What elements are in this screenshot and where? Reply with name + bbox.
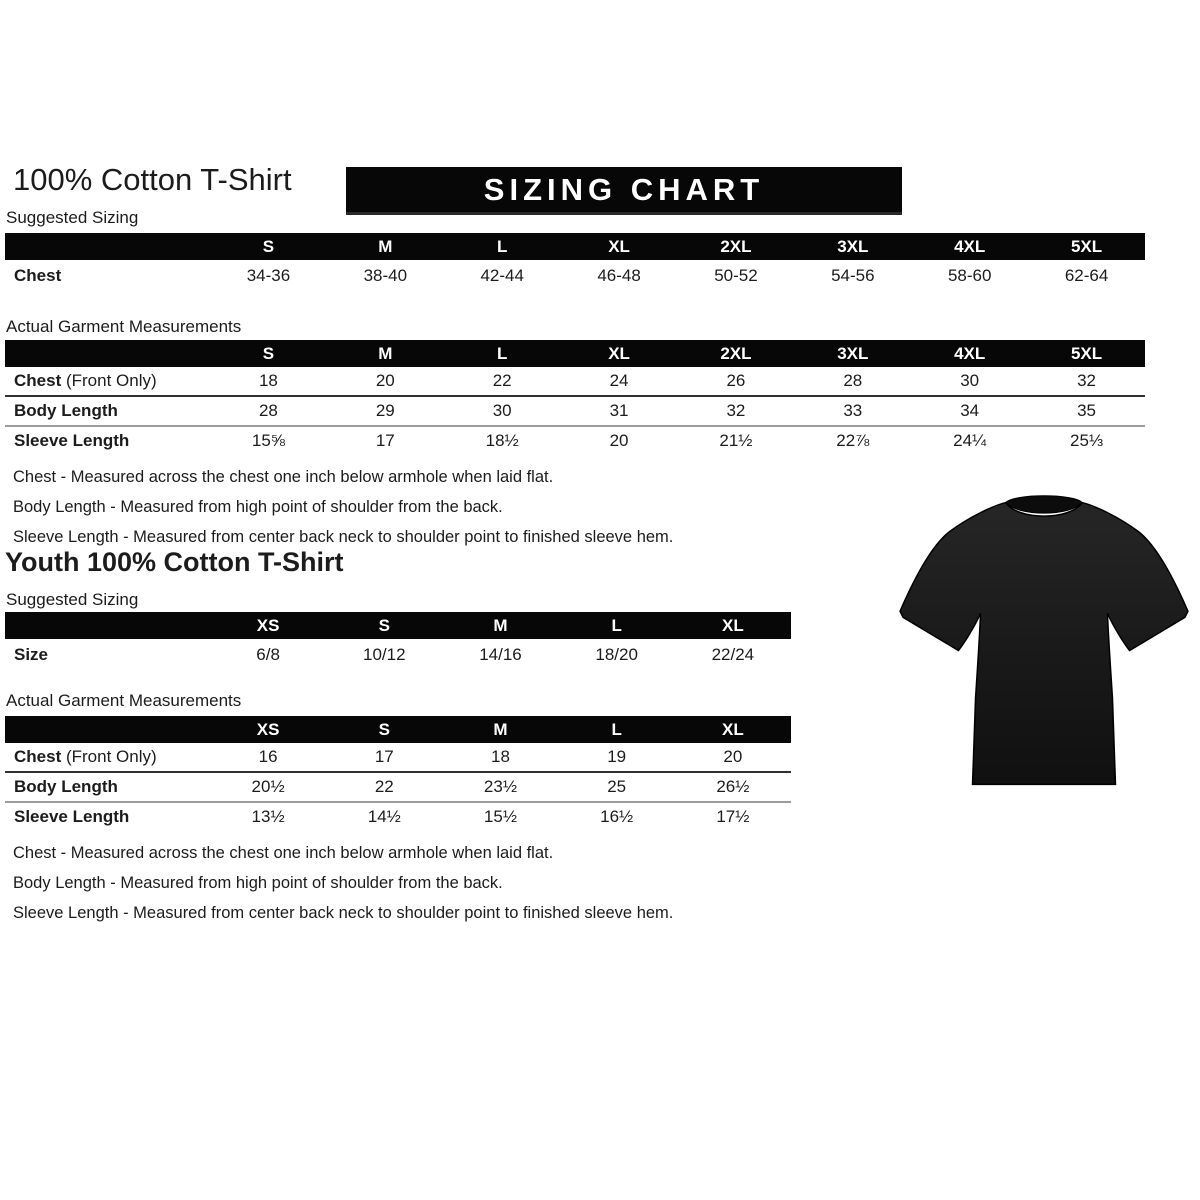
table-cell: 25 (559, 772, 675, 802)
note-line: Body Length - Measured from high point of shoulder from the back. (13, 874, 503, 892)
table-header-row (5, 716, 791, 743)
table-cell: 20 (327, 367, 444, 396)
black-tshirt-image (893, 484, 1195, 806)
youth-actual-measurements-table (5, 716, 791, 831)
note-line: Chest - Measured across the chest one inch below armhole when laid flat. (13, 468, 554, 486)
adult-measurement-notes (13, 462, 673, 552)
column-header-4xl: 4XL (911, 233, 1028, 260)
column-header-l: L (559, 716, 675, 743)
column-header-l: L (559, 612, 675, 639)
column-header-2xl: 2XL (678, 233, 795, 260)
table-cell: 18 (210, 367, 327, 396)
table-cell: 26½ (675, 772, 791, 802)
table-row (5, 743, 791, 772)
table-cell: 15½ (483, 807, 518, 826)
table-cell: 23½ (442, 772, 558, 802)
table-corner-cell (5, 340, 210, 367)
table-cell: 22 (444, 367, 561, 396)
sizing-chart-banner (346, 167, 902, 212)
table-cell: 32 (1028, 367, 1145, 396)
table-cell: 33 (794, 396, 911, 426)
table-cell: 15⅝ (251, 431, 285, 450)
column-header-m: M (327, 233, 444, 260)
row-label: Body Length (5, 772, 210, 802)
table-row (5, 396, 1145, 426)
table-corner-cell (5, 233, 210, 260)
column-header-m: M (442, 612, 558, 639)
table-cell: 17 (326, 743, 442, 772)
adult-suggested-sizing-table (5, 233, 1145, 291)
column-header-s: S (210, 340, 327, 367)
table-cell: 54-56 (831, 265, 875, 285)
table-cell: 18½ (485, 431, 519, 450)
table-cell: 16 (210, 743, 326, 772)
table-cell: 21½ (719, 431, 753, 450)
table-cell: 19 (559, 743, 675, 772)
row-label: Size (14, 644, 49, 664)
table-cell: 38-40 (363, 265, 408, 285)
sizing-chart-banner-text: SIZING CHART (483, 171, 765, 207)
column-header-l: L (444, 340, 561, 367)
table-cell: 6/8 (256, 644, 280, 664)
table-corner-cell (5, 612, 210, 639)
note-line: Sleeve Length - Measured from center back neck to shoulder point to finished sleeve hem. (13, 904, 674, 922)
table-header-row (5, 340, 1145, 367)
table-cell: 30 (911, 367, 1028, 396)
adult-actual-measurements-label: Actual Garment Measurements (6, 317, 242, 336)
table-cell: 13½ (251, 807, 285, 826)
table-cell: 46-48 (597, 265, 641, 285)
table-row (5, 367, 1145, 396)
table-row (5, 260, 1145, 291)
table-row (5, 426, 1145, 455)
table-header-row (5, 612, 791, 639)
table-cell: 22⅞ (836, 431, 870, 450)
table-cell: 10/12 (363, 644, 406, 664)
adult-actual-measurements-table (5, 340, 1145, 455)
column-header-xs: XS (210, 612, 326, 639)
table-cell: 24¼ (953, 431, 987, 450)
column-header-5xl: 5XL (1028, 340, 1145, 367)
table-cell: 22/24 (711, 644, 755, 664)
tshirt-body-shape (900, 503, 1188, 785)
note-line: Sleeve Length - Measured from center back neck to shoulder point to finished sleeve hem. (13, 528, 674, 546)
column-header-xl: XL (675, 716, 791, 743)
table-cell: 24 (561, 367, 678, 396)
column-header-5xl: 5XL (1028, 233, 1145, 260)
note-line: Chest - Measured across the chest one inch below armhole when laid flat. (13, 844, 554, 862)
column-header-xs: XS (210, 716, 326, 743)
table-cell: 20 (609, 431, 629, 450)
table-cell: 22 (326, 772, 442, 802)
adult-suggested-sizing-label: Suggested Sizing (6, 208, 139, 227)
column-header-s: S (326, 716, 442, 743)
table-cell: 31 (561, 396, 678, 426)
table-cell: 20½ (210, 772, 326, 802)
column-header-xl: XL (561, 233, 678, 260)
row-label: Chest (14, 265, 62, 285)
table-header-row (5, 233, 1145, 260)
table-cell: 50-52 (714, 265, 758, 285)
table-cell: 35 (1028, 396, 1145, 426)
note-line: Body Length - Measured from high point of shoulder from the back. (13, 498, 503, 516)
column-header-xl: XL (675, 612, 791, 639)
column-header-3xl: 3XL (794, 340, 911, 367)
column-header-l: L (444, 233, 561, 260)
table-cell: 29 (327, 396, 444, 426)
column-header-4xl: 4XL (911, 340, 1028, 367)
column-header-xl: XL (561, 340, 678, 367)
table-cell: 26 (678, 367, 795, 396)
row-label: Sleeve Length (14, 431, 130, 450)
table-cell: 42-44 (480, 265, 524, 285)
table-row (5, 802, 791, 831)
table-cell: 20 (675, 743, 791, 772)
table-cell: 32 (678, 396, 795, 426)
youth-measurement-notes (13, 838, 673, 928)
table-cell: 34 (911, 396, 1028, 426)
row-label: Body Length (5, 396, 210, 426)
table-cell: 25⅓ (1070, 431, 1104, 450)
column-header-2xl: 2XL (678, 340, 795, 367)
table-cell: 58-60 (947, 265, 992, 285)
table-cell: 17½ (716, 807, 750, 826)
column-header-s: S (326, 612, 442, 639)
column-header-3xl: 3XL (794, 233, 911, 260)
table-cell: 34-36 (246, 265, 291, 285)
table-cell: 28 (210, 396, 327, 426)
page-title: 100% Cotton T-Shirt (13, 162, 292, 197)
table-cell: 16½ (600, 807, 634, 826)
youth-section-title: Youth 100% Cotton T-Shirt (5, 547, 344, 577)
youth-suggested-sizing-label: Suggested Sizing (6, 590, 139, 609)
column-header-m: M (442, 716, 558, 743)
row-label: Chest (Front Only) (5, 743, 210, 772)
table-row (5, 639, 791, 670)
youth-actual-measurements-label: Actual Garment Measurements (6, 691, 242, 710)
table-cell: 17 (375, 431, 395, 450)
column-header-m: M (327, 340, 444, 367)
table-cell: 14½ (367, 807, 401, 826)
youth-suggested-sizing-table (5, 612, 791, 670)
row-label: Sleeve Length (14, 807, 130, 826)
row-label: Chest (Front Only) (5, 367, 210, 396)
table-cell: 14/16 (479, 644, 522, 664)
column-header-s: S (210, 233, 327, 260)
table-cell: 62-64 (1064, 265, 1109, 285)
table-cell: 30 (444, 396, 561, 426)
table-cell: 18/20 (595, 644, 638, 664)
table-corner-cell (5, 716, 210, 743)
table-row (5, 772, 791, 802)
table-cell: 28 (794, 367, 911, 396)
table-cell: 18 (442, 743, 558, 772)
